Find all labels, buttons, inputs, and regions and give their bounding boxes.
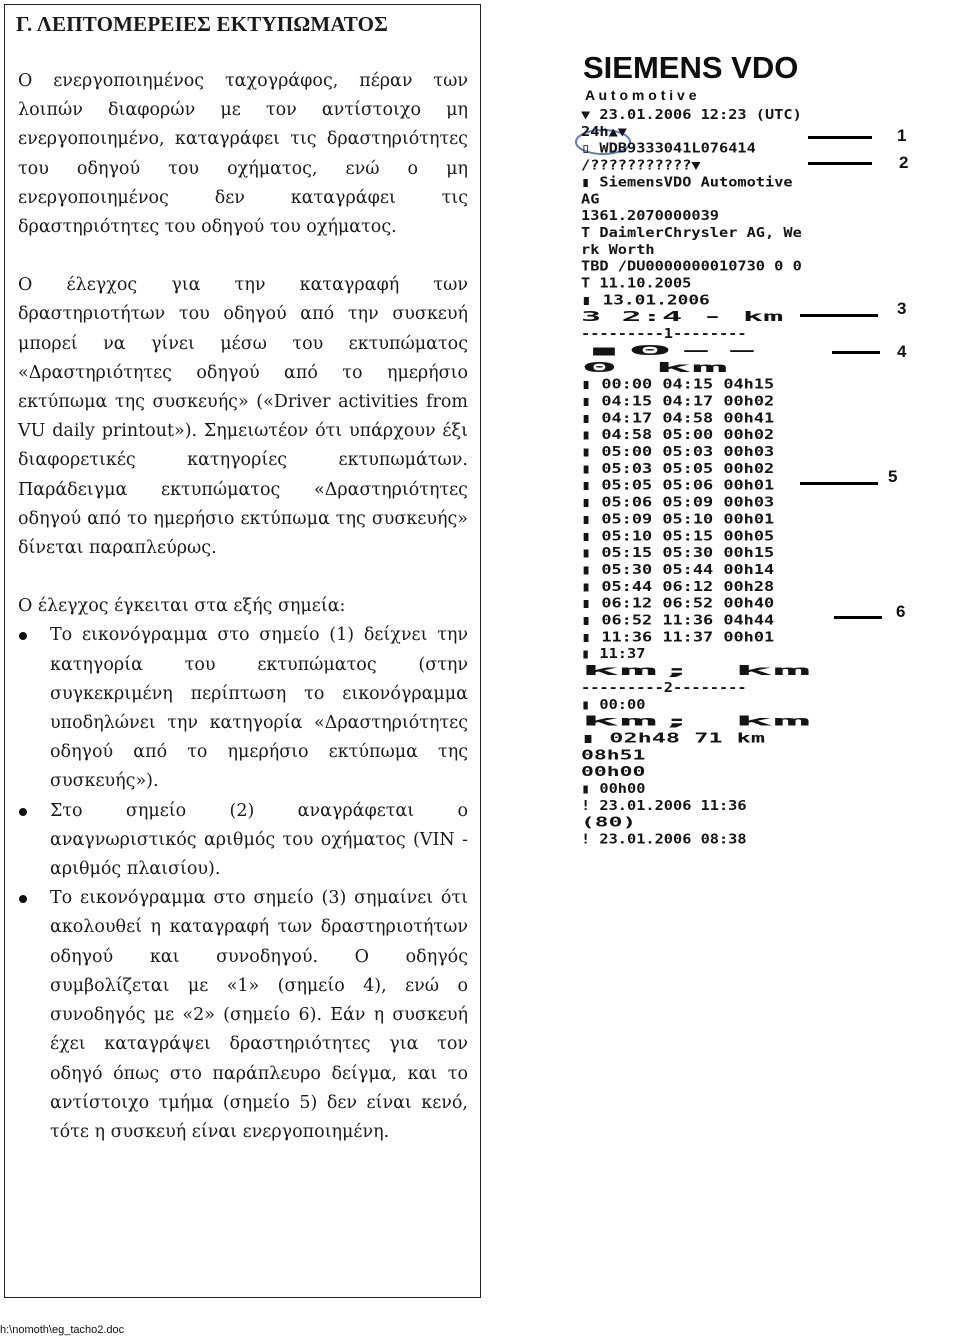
- printout-line: ▮ SiemensVDO Automotive: [581, 174, 793, 191]
- list-item-text: Στο σημείο (2) αναγράφεται ο αναγνωριστικός αριθμός του οχήματος (VIN - αριθμός πλαισίου).: [50, 800, 468, 880]
- printout-line: km; km: [581, 713, 811, 730]
- marker-line-1: [808, 136, 872, 139]
- document-title: Γ. ΛΕΠΤΟΜΕΡΕΙΕΣ ΕΚΤΥΠΩΜΑΤΟΣ: [16, 12, 389, 36]
- printout-line: ▼ 23.01.2006 12:23 (UTC): [581, 107, 802, 123]
- printout-line: ▮ 06:12 06:52 00h40: [581, 595, 775, 612]
- printout-line: ▮ 05:09 05:10 00h01: [581, 511, 775, 528]
- printout-line: AG: [581, 191, 600, 208]
- marker-4: 4: [897, 342, 907, 361]
- printout-line: 1361.2070000039: [581, 208, 719, 225]
- printout-line: ▮ 05:30 05:44 00h14: [581, 561, 775, 578]
- printout-line: T 11.10.2005: [581, 275, 692, 292]
- printout-line: ---------2--------: [581, 679, 747, 696]
- list-item: [18, 884, 468, 1147]
- file-path-footer: h:\nomoth\eg_tacho2.doc: [0, 1324, 125, 1336]
- printout-line: TBD /DU0000000010730 0 0: [581, 258, 802, 275]
- printout-line: ▮ 04:17 04:58 00h41: [581, 410, 775, 427]
- printout-line: ▯ WDB9333041L076414: [581, 140, 756, 157]
- printout-line: ▮ 11:37: [581, 646, 646, 663]
- bullet-icon: [19, 632, 27, 640]
- marker-5: 5: [888, 467, 898, 486]
- printout-line: ▮ 04:58 05:00 00h02: [581, 427, 775, 444]
- printout-line: ▮ 11:36 11:37 00h01: [581, 629, 775, 646]
- marker-line-5: [800, 482, 878, 485]
- paragraph-control: Ο έλεγχος για την καταγραφή των δραστηριοτήτων του οδηγού από την συσκευή μπορεί να γίνει μέσω του εκτυπώματος «Δραστηριότητες οδηγού από το ημερήσιο εκτύπωμα της συσκευής» («Driver activities from VU daily printout»). Σημειωτέον ότι υπάρχουν έξι διαφορετικές κατηγορίες εκτυπωμάτων. Παράδειγμα εκτυπώματος «Δραστηριότητες οδηγού από το ημερήσιο εκτύπωμα της συσκευής» δίνεται παραπλεύρως.: [18, 275, 468, 559]
- marker-line-2: [808, 162, 872, 165]
- printout-line: ▮ 05:44 06:12 00h28: [581, 578, 775, 595]
- list-item: [18, 797, 468, 885]
- printout-line: ▮ 02h48 71 km: [581, 730, 765, 747]
- printout-line: ▮ 06:52 11:36 04h44: [581, 612, 775, 629]
- printout-line: ▮ 05:00 05:03 00h03: [581, 444, 775, 460]
- marker-3: 3: [897, 299, 907, 318]
- printout-line: km; km: [581, 663, 811, 680]
- printout-line: ▮ 13.01.2006: [581, 292, 710, 309]
- checkpoint-list: [18, 621, 468, 1147]
- marker-line-4: [832, 351, 880, 354]
- printout-image: [575, 40, 825, 855]
- paragraph-checkpoints: Ο έλεγχος έγκειται στα εξής σημεία:: [18, 596, 346, 617]
- marker-line-3: [800, 314, 878, 317]
- marker-6: 6: [896, 602, 906, 621]
- printout-line: T DaimlerChrysler AG, We: [581, 224, 802, 241]
- printout-line: ▮ 00:00 04:15 04h15: [581, 376, 775, 393]
- printout-line: ▮0--: [581, 342, 765, 359]
- printout-line: 24h▲▼: [581, 123, 628, 140]
- marker-2: 2: [899, 153, 909, 172]
- printout-line: 00h00: [581, 764, 646, 781]
- siemens-vdo-logo: SIEMENS VDO: [583, 50, 799, 85]
- printout-line: ▮ 04:15 04:17 00h02: [581, 393, 775, 410]
- bullet-icon: [19, 895, 27, 903]
- printout-line: ▮ 05:05 05:06 00h01: [581, 477, 775, 494]
- paragraph-intro: Ο ενεργοποιημένος ταχογράφος, πέραν των λοιπών διαφορών με τον αντίστοιχο μη ενεργοποιημένο, καταγράφει τις δραστηριότητες του οδηγού του οχήματος, ενώ ο μη ενεργοποιημένος δεν καταγράφει τις δραστηριότητες του οδηγού του οχήματος.: [18, 71, 468, 238]
- printout-line: rk Worth: [581, 241, 655, 258]
- printout-line: 08h51: [581, 747, 646, 764]
- marker-line-6: [834, 616, 882, 619]
- printout-line: ▮ 05:10 05:15 00h05: [581, 528, 775, 545]
- bullet-icon: [19, 808, 27, 816]
- printout-line: (80): [581, 814, 637, 831]
- printout-line: ▮ 00h00: [581, 781, 646, 797]
- printout-line: ▮ 05:06 05:09 00h03: [581, 494, 775, 511]
- list-item-text: Το εικονόγραμμα στο σημείο (1) δείχνει την κατηγορία του εκτυπώματος (στην συγκεκριμένη περίπτωση το εικονόγραμμα υποδηλώνει την κατηγορία «Δραστηριότητες οδηγού από το ημερήσιο εκτύπωμα της συσκευής»).: [50, 625, 468, 792]
- body-text: [18, 67, 468, 1147]
- printout-line: 0 km: [581, 359, 729, 376]
- printout-line: ▮ 05:15 05:30 00h15: [581, 545, 775, 562]
- logo-subtitle: A u t o m o t i v e: [585, 87, 697, 103]
- printout-line: /???????????▼: [581, 157, 702, 174]
- printout-line: 3 2:4 - km: [581, 309, 784, 326]
- tachograph-printout: [575, 40, 825, 855]
- list-item-text: Το εικονόγραμμα στο σημείο (3) σημαίνει ότι ακολουθεί η καταγραφή των δραστηριοτήτων οδηγού και συνοδηγού. Ο οδηγός συμβολίζεται με «1» (σημείο 4), ενώ ο συνοδηγός με «2» (σημείο 6). Εάν η συσκευή έχει καταγράψει δραστηριότητες για τον οδηγό όπως στο παράπλευρο δείγμα, και το αντίστοιχο τμήμα (σημείο 5) δεν είναι κενό, τότε η συσκευή είναι ενεργοποιημένη.: [50, 888, 468, 1142]
- printout-line: ▮ 00:00: [581, 696, 646, 713]
- list-item: [18, 621, 468, 796]
- printout-line: ! 23.01.2006 11:36: [581, 797, 747, 814]
- marker-1: 1: [897, 126, 907, 145]
- printout-line: ! 23.01.2006 08:38: [581, 831, 747, 848]
- printout-line: ▮ 05:03 05:05 00h02: [581, 460, 775, 477]
- printout-line: ---------1--------: [581, 326, 747, 343]
